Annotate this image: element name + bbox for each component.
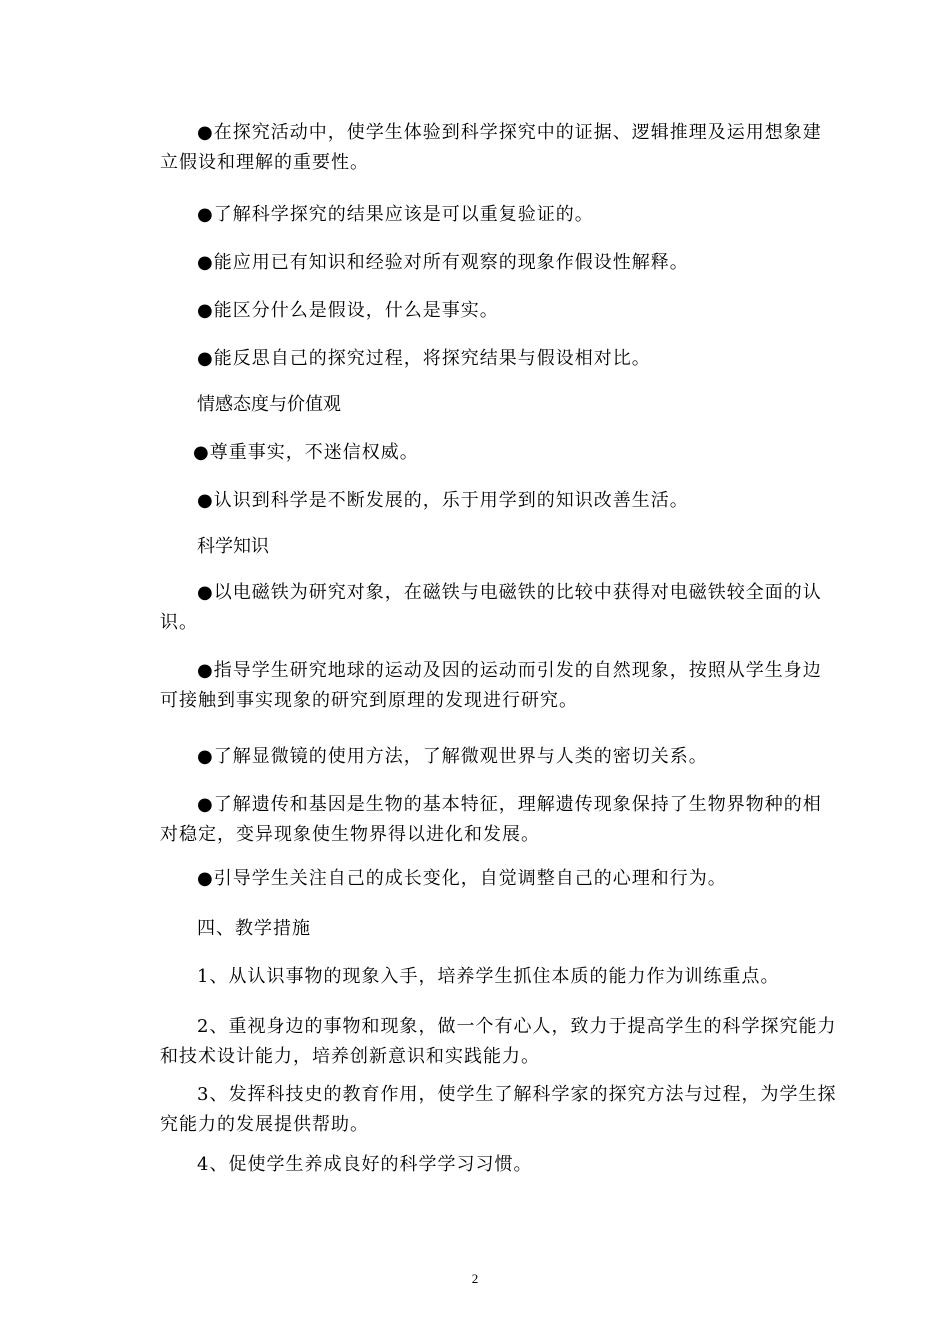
section-heading-teaching-measures: 四、教学措施 [197, 918, 311, 939]
paragraph-electromagnet: ●以电磁铁为研究对象，在磁铁与电磁铁的比较中获得对电磁铁较全面的认识。 [160, 582, 822, 633]
paragraph-measure-3: 3、发挥科技史的教育作用，使学生了解科学家的探究方法与过程，为学生探究能力的发展提供帮助。 [160, 1084, 837, 1135]
paragraph-measure-4: 4、促使学生养成良好的科学学习习惯。 [197, 1154, 533, 1175]
paragraph-heredity: ●了解遗传和基因是生物的基本特征，理解遗传现象保持了生物界物种的相对稳定，变异现象使生物界得以进化和发展。 [160, 794, 822, 845]
paragraph-science-develops: ●认识到科学是不断发展的，乐于用学到的知识改善生活。 [197, 490, 689, 511]
paragraph-earth-motion: ●指导学生研究地球的运动及因的运动而引发的自然现象，按照从学生身边可接触到事实现象的研究到原理的发现进行研究。 [160, 660, 822, 711]
paragraph-measure-2: 2、重视身边的事物和现象，做一个有心人，致力于提高学生的科学探究能力和技术设计能力，培养创新意识和实践能力。 [160, 1016, 837, 1067]
paragraph-measure-1: 1、从认识事物的现象入手，培养学生抓住本质的能力作为训练重点。 [197, 966, 780, 987]
paragraph-growth-changes: ●引导学生关注自己的成长变化，自觉调整自己的心理和行为。 [197, 868, 727, 889]
paragraph-inquiry-evidence: ●在探究活动中，使学生体验到科学探究中的证据、逻辑推理及运用想象建立假设和理解的重要性。 [160, 122, 822, 173]
paragraph-microscope: ●了解显微镜的使用方法，了解微观世界与人类的密切关系。 [197, 746, 708, 767]
paragraph-repeatable-results: ●了解科学探究的结果应该是可以重复验证的。 [197, 204, 594, 225]
paragraph-reflect-process: ●能反思自己的探究过程，将探究结果与假设相对比。 [197, 348, 651, 369]
section-heading-attitudes: 情感态度与价值观 [197, 394, 341, 415]
paragraph-respect-facts: ●尊重事实，不迷信权威。 [193, 442, 419, 463]
paragraph-hypothesis-vs-fact: ●能区分什么是假设，什么是事实。 [197, 300, 499, 321]
section-heading-knowledge: 科学知识 [197, 536, 269, 557]
paragraph-hypothetical-explanation: ●能应用已有知识和经验对所有观察的现象作假设性解释。 [197, 252, 689, 273]
page-number: 2 [471, 1271, 479, 1286]
